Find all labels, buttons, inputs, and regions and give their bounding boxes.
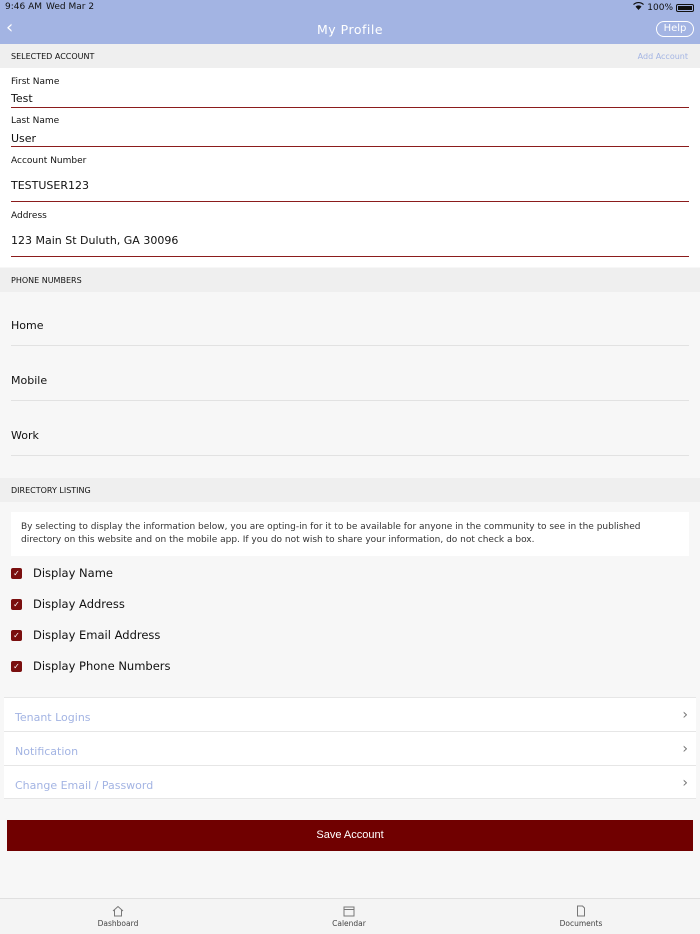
tab-dashboard[interactable] [78,905,158,928]
phone-home-field[interactable] [11,291,689,346]
directory-note: By selecting to display the information below, you are opting-in for it to be available for anyone in the community to see in the published directory on this website and on the mobile app. If you do not wish to share your information, do not check a box. [11,512,689,556]
display-email-checkbox-row[interactable] [11,625,160,645]
home-icon [112,905,124,917]
display-name-checkbox-row[interactable] [11,563,113,583]
help-button[interactable]: Help [656,21,694,37]
section-label: DIRECTORY LISTING [11,486,91,495]
section-label: SELECTED ACCOUNT [11,52,95,61]
save-account-button[interactable]: Save Account [7,820,693,851]
section-label: PHONE NUMBERS [11,276,82,285]
wifi-icon [633,2,644,13]
status-date: Wed Mar 2 [46,2,95,12]
phone-label: Mobile [11,374,48,387]
status-time: 9:46 AM [5,2,42,12]
chevron-right-icon: › [682,741,688,757]
checkbox-label: Display Address [33,597,125,611]
status-bar [0,0,700,14]
last-name-value[interactable]: User [11,132,37,145]
status-right [633,2,694,13]
account-number-value[interactable]: TESTUSER123 [11,179,89,192]
notification-link[interactable] [4,731,696,765]
nav-bar [0,14,700,44]
address-field[interactable] [11,210,689,257]
tab-label: Calendar [332,919,366,928]
first-name-value[interactable]: Test [11,92,33,105]
link-label: Notification [15,745,79,758]
link-label: Tenant Logins [15,711,91,724]
tenant-logins-link[interactable] [4,697,696,731]
page-title: My Profile [316,22,384,37]
tab-documents[interactable] [541,905,621,928]
account-number-field[interactable] [11,155,689,202]
address-value[interactable]: 123 Main St Duluth, GA 30096 [11,234,179,247]
tab-label: Documents [559,919,603,928]
phone-mobile-field[interactable] [11,346,689,401]
field-label: Address [11,211,47,221]
directory-listing-header [0,478,700,502]
field-label: Last Name [11,116,60,126]
checkbox-label: Display Name [33,566,113,580]
document-icon [575,905,587,917]
checkbox-checked-icon[interactable]: ✓ [11,599,22,610]
chevron-right-icon: › [682,775,688,791]
display-address-checkbox-row[interactable] [11,594,125,614]
field-label: Account Number [11,156,87,166]
phone-numbers-header [0,268,700,292]
checkbox-checked-icon[interactable]: ✓ [11,661,22,672]
display-phone-checkbox-row[interactable] [11,656,171,676]
battery-icon [676,4,694,12]
checkbox-checked-icon[interactable]: ✓ [11,630,22,641]
back-chevron-icon[interactable]: ‹ [6,17,14,38]
calendar-icon [343,905,355,917]
last-name-field[interactable] [11,116,689,147]
tab-calendar[interactable] [309,905,389,928]
chevron-right-icon: › [682,707,688,723]
battery-percent: 100% [647,2,673,13]
tab-bar [0,898,700,934]
link-label: Change Email / Password [15,779,154,792]
selected-account-header [0,44,700,68]
field-label: First Name [11,77,60,87]
phone-label: Work [11,429,39,442]
first-name-field[interactable] [11,76,689,108]
change-email-password-link[interactable] [4,765,696,799]
checkbox-label: Display Email Address [33,628,161,642]
phone-work-field[interactable] [11,401,689,456]
checkbox-label: Display Phone Numbers [33,659,171,673]
phone-label: Home [11,319,44,332]
add-account-link[interactable]: Add Account [637,52,688,61]
tab-label: Dashboard [97,919,139,928]
checkbox-checked-icon[interactable]: ✓ [11,568,22,579]
